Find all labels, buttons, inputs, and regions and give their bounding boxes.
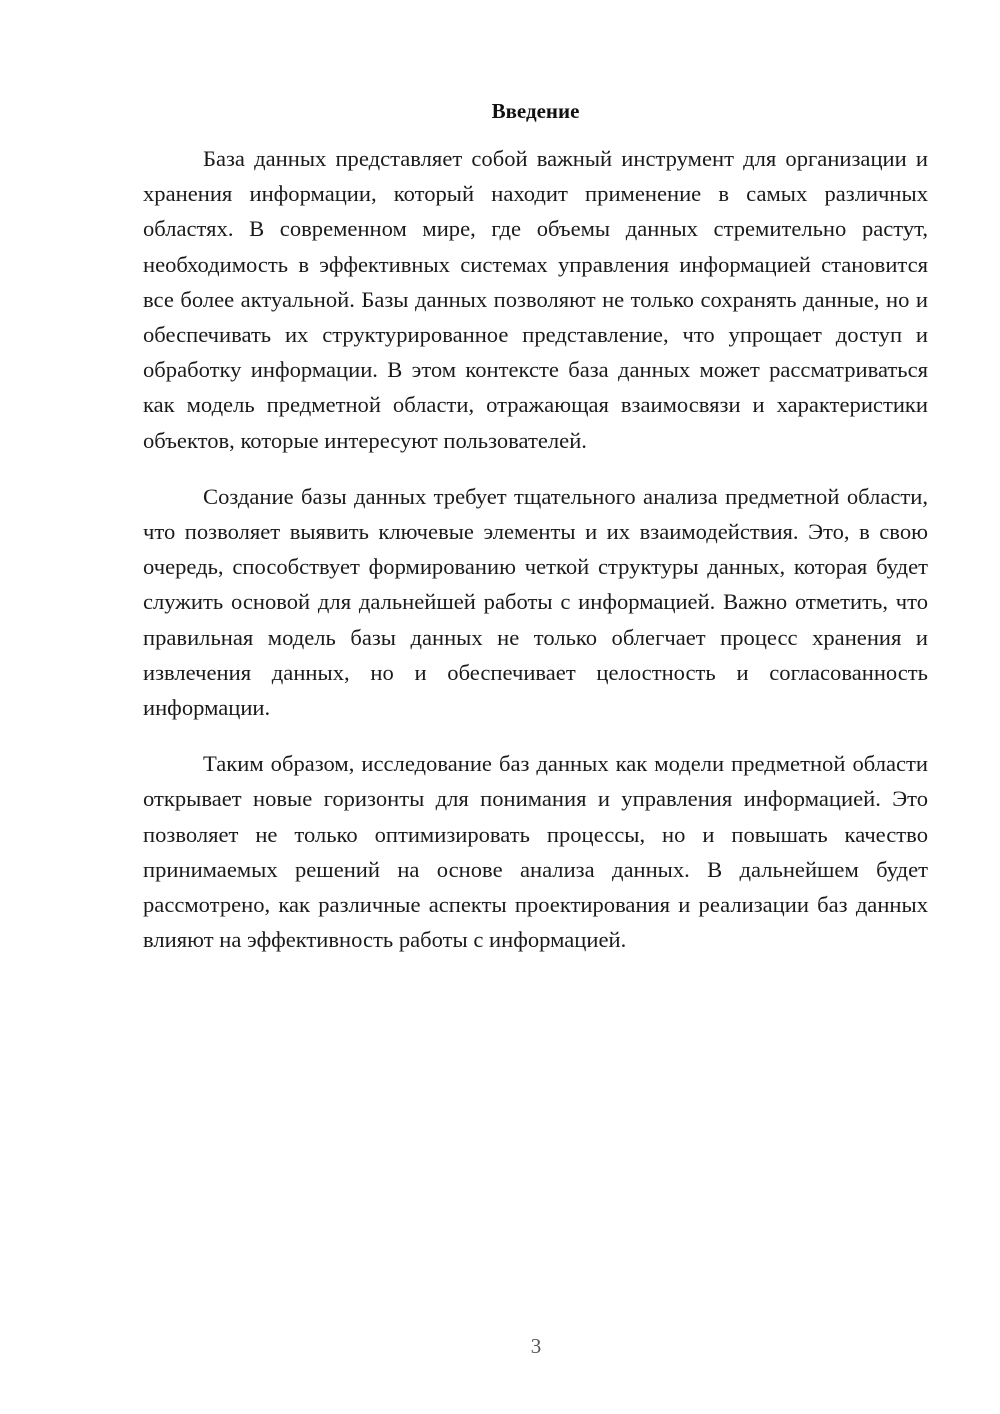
- paragraph: Создание базы данных требует тщательного анализа предметной области, что позволяет выявить ключевые элементы и их взаимодействия. Это, в свою очередь, способствует формированию четкой структуры данных, которая будет служить основой для дальнейшей работы с информацией. Важно отметить, что правильная модель базы данных не только облегчает процесс хранения и извлечения данных, но и обеспечивает целостность и согласованность информации.: [143, 483, 928, 721]
- section-title: Введение: [491, 99, 580, 123]
- page-number: 3: [530, 1334, 542, 1358]
- paragraph: База данных представляет собой важный инструмент для организации и хранения информации, который находит применение в самых различных областях. В современном мире, где объемы данных стремительно растут, необходимость в эффективных системах управления информацией становится все более актуальной. Базы данных позволяют не только сохранять данные, но и обеспечивать их структурированное представление, что упрощает доступ и обработку информации. В этом контексте база данных может рассматриваться как модель предметной области, отражающая взаимосвязи и характеристики объектов, которые интересуют пользователей.: [143, 146, 928, 453]
- paragraph: Таким образом, исследование баз данных как модели предметной области открывает новые горизонты для понимания и управления информацией. Это позволяет не только оптимизировать процессы, но и повышать качество принимаемых решений на основе анализа данных. В дальнейшем будет рассмотрено, как различные аспекты проектирования и реализации баз данных влияют на эффективность работы с информацией.: [143, 751, 928, 953]
- page-content: [143, 96, 928, 978]
